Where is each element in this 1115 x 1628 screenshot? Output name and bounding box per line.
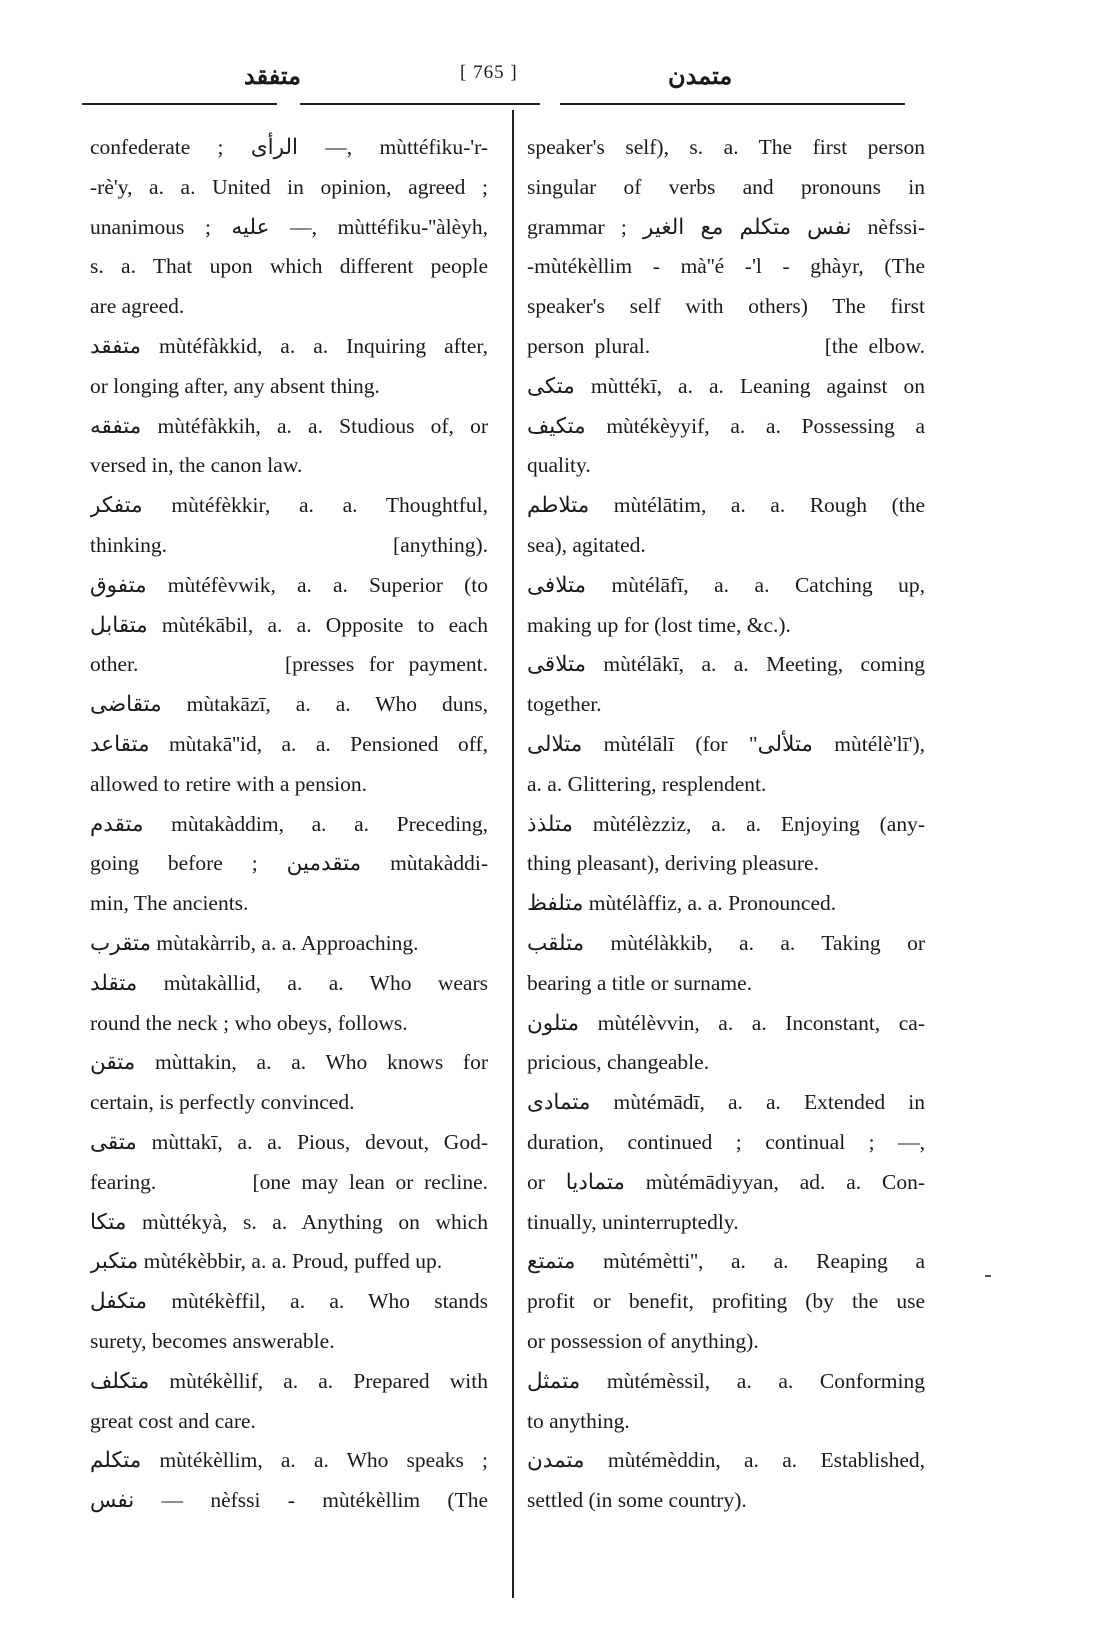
text-line: or possession of anything).	[527, 1328, 759, 1353]
text-line: a. a. Glittering, resplendent.	[527, 771, 767, 796]
column-divider	[512, 110, 514, 1598]
text-line: متقى mùttakī, a. a. Pious, devout, God-	[90, 1129, 488, 1154]
text-line: thinking. [anything).	[90, 532, 488, 557]
text-line: متقن mùttakin, a. a. Who knows for	[90, 1050, 488, 1075]
text-line: or longing after, any absent thing.	[90, 373, 380, 398]
text-line: speaker's self with others) The first	[527, 294, 925, 319]
text-line: متلون mùtélèvvin, a. a. Inconstant, ca-	[527, 1010, 925, 1035]
text-line: متلذذ mùtélèzziz, a. a. Enjoying (any-	[527, 811, 925, 836]
text-line: going before ; متقدمين mùtakàddi-	[90, 851, 488, 876]
left-column	[90, 128, 488, 1521]
text-line: متكبر mùtékèbbir, a. a. Proud, puffed up.	[90, 1249, 443, 1274]
text-line: profit or benefit, profiting (by the use	[527, 1289, 925, 1314]
text-line: متلالى mùtélālī (for "متلألى mùtélè'lī'),	[527, 731, 925, 756]
text-line: fearing. [one may lean or recline.	[90, 1169, 488, 1194]
header-left-headword: متفقد	[244, 64, 301, 90]
right-column	[527, 128, 925, 1521]
text-line: متفقد mùtéfàkkid, a. a. Inquiring after,	[90, 333, 488, 358]
text-line: to anything.	[527, 1408, 630, 1433]
text-line: متكلم mùtékèllim, a. a. Who speaks ;	[90, 1448, 488, 1473]
text-line: -mùtékèllim - mà''é -'l - ghàyr, (The	[527, 254, 925, 279]
text-line: متكفل mùtékèffil, a. a. Who stands	[90, 1289, 488, 1314]
header-right-headword: متمدن	[668, 64, 733, 90]
text-line: متكيف mùtékèyyif, a. a. Possessing a	[527, 413, 925, 438]
text-line: متقرب mùtakàrrib, a. a. Approaching.	[90, 930, 419, 955]
text-line: متلاطم mùtélātim, a. a. Rough (the	[527, 493, 925, 518]
text-line: متقدم mùtakàddim, a. a. Preceding,	[90, 811, 488, 836]
text-line: min, The ancients.	[90, 891, 249, 916]
text-line: متلفظ mùtélàffiz, a. a. Pronounced.	[527, 891, 837, 916]
text-line: متقاضى mùtakāzī, a. a. Who duns,	[90, 692, 488, 717]
text-line: certain, is perfectly convinced.	[90, 1090, 355, 1115]
text-line: متمادى mùtémādī, a. a. Extended in	[527, 1090, 925, 1115]
text-line: tinually, uninterruptedly.	[527, 1209, 739, 1234]
text-line: متمثل mùtémèssil, a. a. Conforming	[527, 1368, 925, 1393]
page-number: [ 765 ]	[460, 62, 518, 83]
text-line: متفكر mùtéfèkkir, a. a. Thoughtful,	[90, 493, 488, 518]
text-line: pricious, changeable.	[527, 1050, 710, 1075]
text-line: confederate ; الرأى —, mùttéfiku-'r-	[90, 135, 488, 159]
text-line: quality.	[527, 453, 591, 478]
text-line: -rè'y, a. a. United in opinion, agreed ;	[90, 174, 488, 199]
text-line: متلافى mùtélāfī, a. a. Catching up,	[527, 572, 925, 597]
text-line: settled (in some country).	[527, 1488, 747, 1513]
text-line: or متماديا mùtémādiyyan, ad. a. Con-	[527, 1169, 925, 1194]
text-line: متقابل mùtékābil, a. a. Opposite to each	[90, 612, 488, 637]
text-line: great cost and care.	[90, 1408, 256, 1433]
text-line: متلقب mùtélàkkib, a. a. Taking or	[527, 930, 925, 955]
text-line: متكى mùttékī, a. a. Leaning against on	[527, 373, 925, 398]
text-line: thing pleasant), deriving pleasure.	[527, 851, 819, 876]
text-line: round the neck ; who obeys, follows.	[90, 1010, 408, 1035]
text-line: speaker's self), s. a. The first person	[527, 135, 925, 159]
header-rule-center	[300, 103, 540, 105]
text-line: grammar ; نفس متكلم مع الغير nèfssi-	[527, 214, 925, 239]
text-line: متلاقى mùtélākī, a. a. Meeting, coming	[527, 652, 925, 677]
text-line: متمتع mùtémètti'', a. a. Reaping a	[527, 1249, 925, 1274]
text-line: s. a. That upon which different people	[90, 254, 488, 279]
text-line: unanimous ; عليه —, mùttéfiku-''àlèyh,	[90, 214, 488, 239]
print-mark	[985, 1275, 991, 1277]
text-line: نفس — nèfssi - mùtékèllim (The	[90, 1488, 488, 1513]
text-line: other. [presses for payment.	[90, 652, 488, 677]
text-line: singular of verbs and pronouns in	[527, 174, 925, 199]
text-line: متمدن mùtémèddin, a. a. Established,	[527, 1448, 925, 1473]
text-line: متفقه mùtéfàkkih, a. a. Studious of, or	[90, 413, 488, 438]
text-line: متكلف mùtékèllif, a. a. Prepared with	[90, 1368, 488, 1393]
text-line: making up for (lost time, &c.).	[527, 612, 791, 637]
text-line: متفوق mùtéfèvwik, a. a. Superior (to	[90, 572, 488, 597]
text-line: versed in, the canon law.	[90, 453, 303, 478]
text-line: person plural. [the elbow.	[527, 333, 925, 358]
text-line: متقاعد mùtakā''id, a. a. Pensioned off,	[90, 731, 488, 756]
text-line: surety, becomes answerable.	[90, 1328, 335, 1353]
text-line: together.	[527, 692, 602, 717]
text-line: are agreed.	[90, 294, 185, 319]
text-line: duration, continued ; continual ; —,	[527, 1129, 925, 1154]
text-line: bearing a title or surname.	[527, 970, 753, 995]
text-line: allowed to retire with a pension.	[90, 771, 368, 796]
text-line: متكا mùttékyà, s. a. Anything on which	[90, 1209, 488, 1234]
header-rule-right	[560, 103, 905, 105]
text-line: sea), agitated.	[527, 532, 646, 557]
header-rule-left	[82, 103, 277, 105]
text-line: متقلد mùtakàllid, a. a. Who wears	[90, 970, 488, 995]
